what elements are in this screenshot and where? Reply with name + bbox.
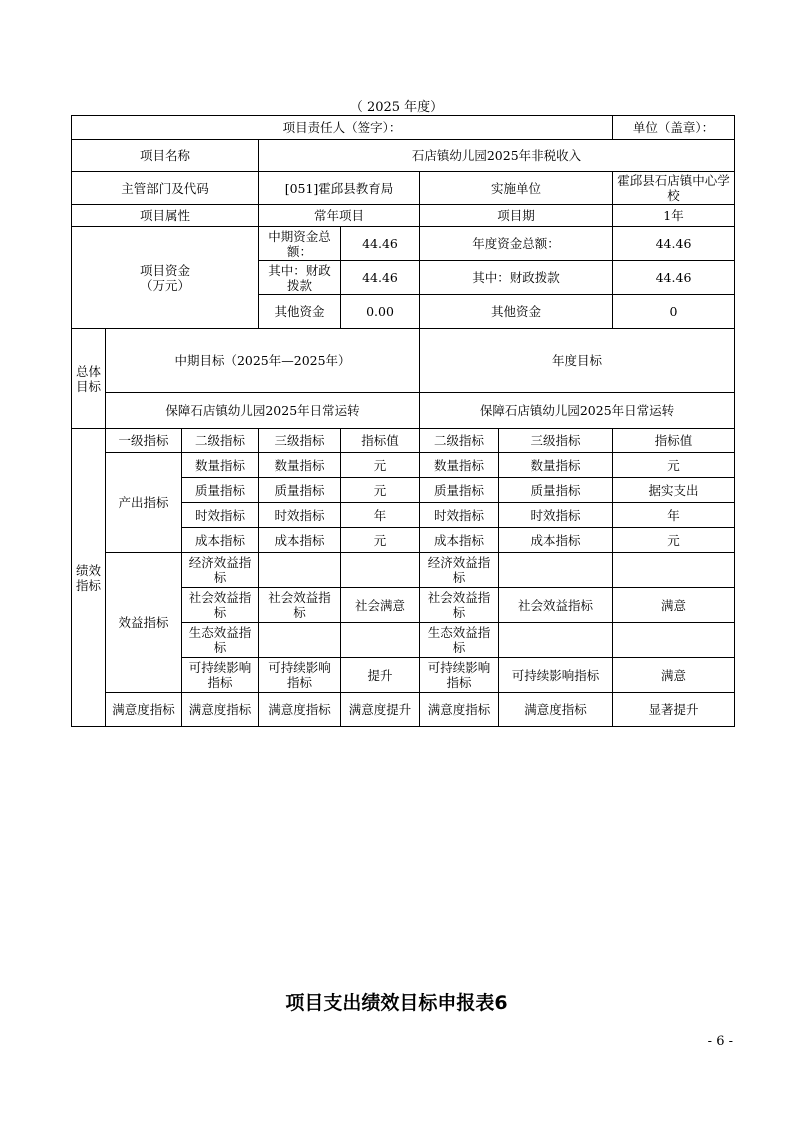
table-cell: 数量指标 — [182, 453, 259, 478]
table-cell: 据实支出 — [613, 478, 735, 503]
satisfaction-indicator-label: 满意度指标 — [106, 693, 182, 727]
dept-label: 主管部门及代码 — [72, 172, 259, 205]
table-cell: 可持续影响指标 — [420, 658, 499, 693]
table-cell — [341, 553, 420, 588]
table-cell: 时效指标 — [259, 503, 341, 528]
perf-header-cell: 一级指标 — [106, 429, 182, 453]
table-cell: 元 — [613, 453, 735, 478]
project-attr-label: 项目属性 — [72, 205, 259, 227]
table-cell — [613, 623, 735, 658]
table-cell: 质量指标 — [420, 478, 499, 503]
annual-total-label: 年度资金总额： — [420, 227, 613, 261]
annual-goal-text: 保障石店镇幼儿园2025年日常运转 — [420, 393, 735, 429]
table-cell: 社会效益指标 — [420, 588, 499, 623]
table-cell: 元 — [341, 478, 420, 503]
table-cell: 元 — [341, 528, 420, 553]
table-cell: 成本指标 — [420, 528, 499, 553]
table-cell: 满意度提升 — [341, 693, 420, 727]
perf-indicator-label: 绩效指标 — [72, 429, 106, 727]
table-cell — [499, 623, 613, 658]
table-cell: 满意 — [613, 658, 735, 693]
benefit-indicator-label: 效益指标 — [106, 553, 182, 693]
annual-fiscal-label: 其中：财政拨款 — [420, 261, 613, 295]
mid-other-value: 0.00 — [341, 295, 420, 329]
table-cell: 生态效益指标 — [420, 623, 499, 658]
table-cell: 时效指标 — [182, 503, 259, 528]
perf-header-cell: 三级指标 — [499, 429, 613, 453]
annual-total-value: 44.46 — [613, 227, 735, 261]
table-cell: 提升 — [341, 658, 420, 693]
mid-total-value: 44.46 — [341, 227, 420, 261]
form-title: 项目支出绩效目标申报表6 — [285, 992, 508, 1014]
mid-fiscal-label: 其中：财政拨款 — [259, 261, 341, 295]
perf-header-cell: 二级指标 — [420, 429, 499, 453]
table-cell: 数量指标 — [259, 453, 341, 478]
table-cell: 满意度指标 — [420, 693, 499, 727]
mid-total-label: 中期资金总额： — [259, 227, 341, 261]
table-cell: 年 — [341, 503, 420, 528]
annual-other-label: 其他资金 — [420, 295, 613, 329]
table-cell — [259, 623, 341, 658]
project-period-value: 1年 — [613, 205, 735, 227]
table-cell: 社会效益指标 — [499, 588, 613, 623]
perf-header-cell: 指标值 — [341, 429, 420, 453]
page-number: - 6 - — [707, 1034, 733, 1049]
overall-goal-label: 总体目标 — [72, 329, 106, 429]
dept-value: [051]霍邱县教育局 — [259, 172, 420, 205]
table-cell: 成本指标 — [259, 528, 341, 553]
output-indicator-label: 产出指标 — [106, 453, 182, 553]
performance-target-table — [71, 115, 735, 727]
table-cell: 元 — [341, 453, 420, 478]
table-cell: 生态效益指标 — [182, 623, 259, 658]
annual-other-value: 0 — [613, 295, 735, 329]
table-cell: 质量指标 — [182, 478, 259, 503]
impl-unit-label: 实施单位 — [420, 172, 613, 205]
perf-header-cell: 三级指标 — [259, 429, 341, 453]
annual-fiscal-value: 44.46 — [613, 261, 735, 295]
table-cell: 满意度指标 — [182, 693, 259, 727]
table-cell: 质量指标 — [259, 478, 341, 503]
perf-header-cell: 二级指标 — [182, 429, 259, 453]
table-cell: 经济效益指标 — [420, 553, 499, 588]
funds-label-line1: 项目资金 — [139, 262, 190, 278]
table-cell: 社会效益指标 — [182, 588, 259, 623]
table-cell: 可持续影响指标 — [182, 658, 259, 693]
impl-unit-value: 霍邱县石店镇中心学校 — [613, 172, 735, 205]
table-cell: 可持续影响指标 — [259, 658, 341, 693]
responsible-signature: 项目责任人（签字）： — [72, 116, 613, 140]
project-funds-label — [72, 227, 259, 329]
unit-seal: 单位（盖章）： — [613, 116, 735, 140]
table-cell: 数量指标 — [420, 453, 499, 478]
table-cell — [499, 553, 613, 588]
table-cell: 显著提升 — [613, 693, 735, 727]
table-cell: 社会满意 — [341, 588, 420, 623]
table-cell: 满意度指标 — [499, 693, 613, 727]
table-cell: 时效指标 — [420, 503, 499, 528]
mid-goal-header: 中期目标（2025年—2025年） — [106, 329, 420, 393]
table-cell: 满意 — [613, 588, 735, 623]
table-cell — [613, 553, 735, 588]
project-period-label: 项目期 — [420, 205, 613, 227]
project-name-value: 石店镇幼儿园2025年非税收入 — [259, 140, 735, 172]
table-cell: 成本指标 — [499, 528, 613, 553]
table-cell: 数量指标 — [499, 453, 613, 478]
mid-fiscal-value: 44.46 — [341, 261, 420, 295]
table-cell: 经济效益指标 — [182, 553, 259, 588]
table-cell — [341, 623, 420, 658]
project-name-label: 项目名称 — [72, 140, 259, 172]
mid-goal-text: 保障石店镇幼儿园2025年日常运转 — [106, 393, 420, 429]
annual-goal-header: 年度目标 — [420, 329, 735, 393]
funds-label-line2: （万元） — [139, 277, 190, 293]
table-cell: 质量指标 — [499, 478, 613, 503]
table-cell: 满意度指标 — [259, 693, 341, 727]
table-cell: 时效指标 — [499, 503, 613, 528]
mid-other-label: 其他资金 — [259, 295, 341, 329]
perf-header-cell: 指标值 — [613, 429, 735, 453]
table-cell: 年 — [613, 503, 735, 528]
table-cell: 元 — [613, 528, 735, 553]
table-cell: 可持续影响指标 — [499, 658, 613, 693]
table-cell: 成本指标 — [182, 528, 259, 553]
table-cell — [259, 553, 341, 588]
project-attr-value: 常年项目 — [259, 205, 420, 227]
year-line: （ 2025 年度） — [349, 100, 444, 115]
table-cell: 社会效益指标 — [259, 588, 341, 623]
